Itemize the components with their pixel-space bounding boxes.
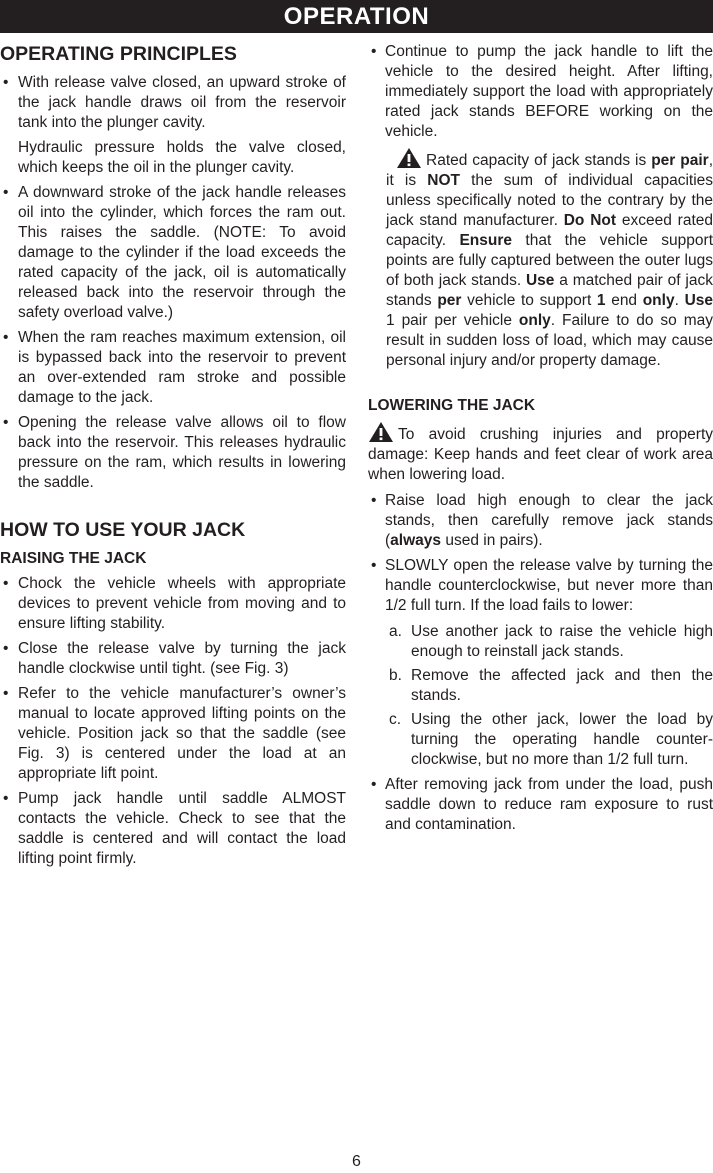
raising-list — [0, 574, 346, 869]
section-banner: OPERATION — [0, 0, 713, 33]
operating-principles-heading: OPERATING PRINCIPLES — [0, 43, 237, 65]
raising-heading: RAISING THE JACK — [0, 550, 147, 567]
lowering-substeps — [385, 622, 713, 770]
principles-list-cont — [0, 183, 346, 493]
principle-item: • Opening the release valve allows oil to flow back into the reservoir. This releases hydraulic pressure on the ram, which results in lowering the saddle. — [0, 413, 346, 493]
lowering-substep: a. Use another jack to raise the vehicle high enough to reinstall jack stands. — [389, 623, 713, 660]
lowering-list — [368, 491, 713, 835]
raising-list-cont — [368, 42, 713, 142]
left-column — [0, 42, 346, 874]
how-to-use-heading: HOW TO USE YOUR JACK — [0, 519, 246, 541]
raising-step: • Chock the vehicle wheels with appropriate devices to prevent vehicle from moving and to ensure lifting stability. — [0, 574, 346, 634]
principle-item: • When the ram reaches maximum extension, oil is bypassed back into the reservoir to prevent an over-extended ram stroke and possible damage to the jack. — [0, 328, 346, 408]
lowering-substep: c. Using the other jack, lower the load by turning the operating handle counter-clockwise, but no more than 1/2 full turn. — [389, 711, 713, 768]
principle-text: With release valve closed, an upward stroke of the jack handle draws oil from the reservoir tank into the plunger cavity. — [18, 74, 346, 131]
raising-step: • Refer to the vehicle manufacturer’s owner’s manual to locate approved lifting points on the vehicle. Position jack so that the saddle (see Fig. 3) is centered under the load at an appropriate lift point. — [0, 684, 346, 784]
principle-item: • A downward stroke of the jack handle releases oil into the cylinder, which forces the ram out. This raises the saddle. (NOTE: To avoid damage to the cylinder if the load exceeds the rated capacity of the jack, oil is automatically released back into the reservoir through the safety overload valve.) — [0, 183, 346, 323]
principle-subtext: Hydraulic pressure holds the valve closed, which keeps the oil in the plunger cavity. — [18, 139, 346, 176]
raising-step: • Close the release valve by turning the jack handle clockwise until tight. (see Fig. 3) — [0, 639, 346, 679]
lowering-step: • SLOWLY open the release valve by turning the handle counterclockwise, but never more than 1/2 full turn. If the load fails to lower: a. Use another jack to raise the vehicle high enough to reinstall jack stands. b. Remove the affected jack and then the stands. c. Using the other jack, lower the load by turning the operating handle counter-clockwise, but no more than 1/2 full turn. — [368, 556, 713, 770]
warning-triangle-icon — [396, 147, 422, 169]
lowering-warning: To avoid crushing injuries and property damage: Keep hands and feet clear of work area when lowering load. — [368, 421, 713, 485]
lowering-substep: b. Remove the affected jack and then the stands. — [389, 667, 713, 704]
warning-triangle-icon — [368, 421, 394, 443]
right-column — [368, 42, 713, 840]
lowering-heading: LOWERING THE JACK — [368, 397, 536, 414]
principles-list — [0, 73, 346, 133]
raising-step: • Pump jack handle until saddle ALMOST contacts the vehicle. Check to see that the saddle is centered and will contact the load lifting point firmly. — [0, 789, 346, 869]
lowering-step: • Raise load high enough to clear the jack stands, then carefully remove jack stands (always used in pairs). — [368, 491, 713, 551]
lowering-step: • After removing jack from under the load, push saddle down to reduce ram exposure to rust and contamination. — [368, 775, 713, 835]
raising-step: • Continue to pump the jack handle to lift the vehicle to the desired height. After lifting, immediately support the load with appropriately rated jack stands BEFORE working on the vehicle. — [368, 42, 713, 142]
principle-item — [0, 73, 346, 133]
page-number: 6 — [352, 1153, 361, 1170]
jack-stand-warning: Rated capacity of jack stands is per pair, it is NOT the sum of individual capacities unless specifically noted to the contrary by the jack stand manufacturer. Do Not exceed rated capacity. Ensure that the vehicle support points are fully captured between the outer lugs of both jack stands. Use a matched pair of jack stands per vehicle to support 1 end only. Use 1 pair per vehicle only. Failure to do so may result in sudden loss of load, which may cause personal injury and/or property damage. — [368, 147, 713, 371]
